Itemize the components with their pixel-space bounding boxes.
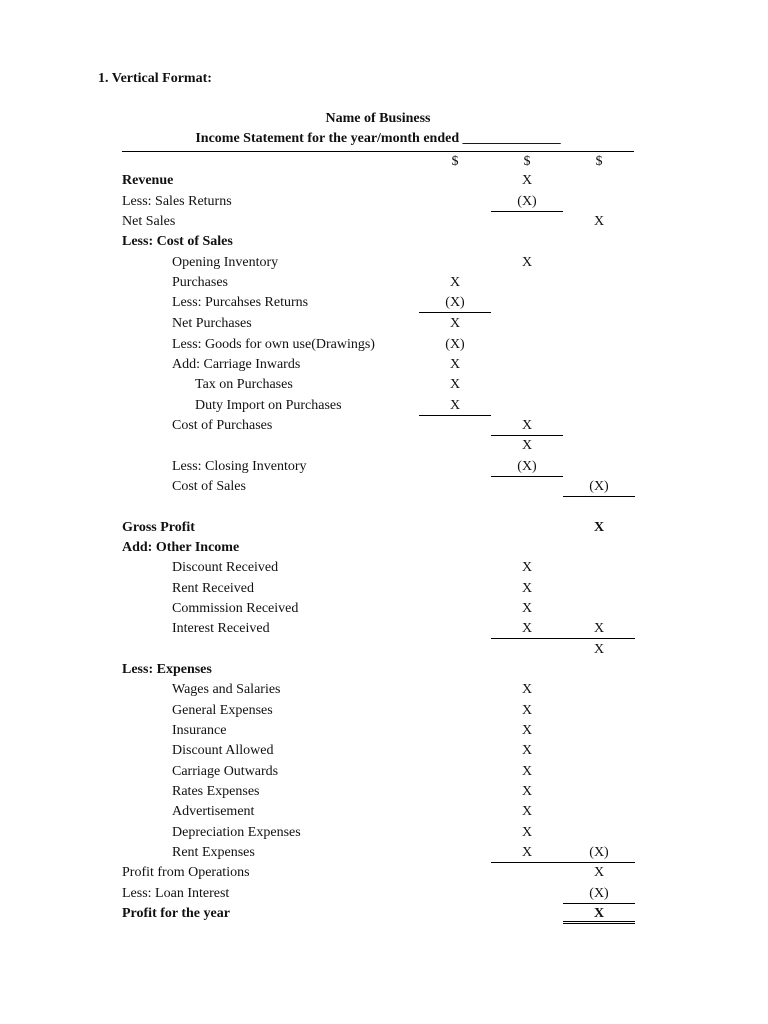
- row-label: Revenue: [122, 173, 174, 188]
- business-name: Name of Business: [325, 111, 431, 126]
- amount-col2: (X): [491, 457, 563, 477]
- row-profit-from-operations: [0, 863, 768, 883]
- row-label: Cost of Sales: [172, 479, 246, 494]
- row-commission-received: [0, 599, 768, 619]
- amount-col3: X: [563, 619, 635, 639]
- row-subtotal-goods: [0, 436, 768, 456]
- row-loan-interest: [0, 884, 768, 904]
- row-duty-import: [0, 396, 768, 416]
- row-gross-profit: [0, 518, 768, 538]
- amount-col2: X: [521, 723, 533, 738]
- row-cost-of-sales-heading: [0, 232, 768, 252]
- amount-col2: X: [521, 804, 533, 819]
- row-opening-inventory: [0, 253, 768, 273]
- row-label: Less: Sales Returns: [122, 194, 232, 209]
- row-insurance: [0, 721, 768, 741]
- amount-col2: X: [521, 743, 533, 758]
- row-wages-salaries: [0, 680, 768, 700]
- row-label: Net Purchases: [172, 316, 252, 331]
- row-label: Less: Goods for own use(Drawings): [172, 337, 375, 352]
- currency-header-row: [0, 152, 768, 172]
- row-discount-received: [0, 558, 768, 578]
- amount-col2: X: [521, 703, 533, 718]
- row-general-expenses: [0, 701, 768, 721]
- row-label: Net Sales: [122, 214, 176, 229]
- row-sales-returns: [0, 192, 768, 212]
- row-interest-received: [0, 619, 768, 639]
- row-label: Less: Purcahses Returns: [172, 295, 309, 310]
- row-profit-for-the-year: [0, 904, 768, 924]
- currency-col1: $: [451, 154, 459, 169]
- amount-col1: X: [449, 377, 461, 392]
- amount-col1: X: [449, 316, 461, 331]
- row-depreciation-expenses: [0, 823, 768, 843]
- amount-col2: X: [521, 784, 533, 799]
- amount-col3: X: [593, 642, 605, 657]
- row-label: Opening Inventory: [172, 255, 279, 270]
- row-other-income-heading: [0, 538, 768, 558]
- amount-col2: (X): [491, 192, 563, 212]
- row-purchases-returns: [0, 293, 768, 313]
- amount-col2: X: [521, 682, 533, 697]
- amount-col1: (X): [419, 293, 491, 313]
- row-label: Discount Allowed: [172, 743, 274, 758]
- amount-col2: X: [521, 255, 533, 270]
- amount-col1: X: [449, 275, 461, 290]
- row-label: Less: Closing Inventory: [172, 459, 307, 474]
- row-label: Less: Expenses: [122, 662, 212, 677]
- row-label: Depreciation Expenses: [172, 825, 301, 840]
- amount-col3: X: [593, 865, 605, 880]
- amount-col3: X: [593, 214, 605, 229]
- row-discount-allowed: [0, 741, 768, 761]
- row-income-total: [0, 640, 768, 660]
- row-label: Add: Carriage Inwards: [172, 357, 301, 372]
- amount-col1: (X): [445, 337, 465, 352]
- amount-col2: X: [491, 619, 563, 639]
- amount-col2: X: [521, 601, 533, 616]
- row-label: Carriage Outwards: [172, 764, 279, 779]
- row-label: Less: Cost of Sales: [122, 234, 233, 249]
- row-label: Rent Received: [172, 581, 255, 596]
- row-label: Commission Received: [172, 601, 299, 616]
- row-label: Duty Import on Purchases: [195, 398, 342, 413]
- row-label: Wages and Salaries: [172, 682, 281, 697]
- row-label: Gross Profit: [122, 520, 195, 535]
- amount-col1: X: [419, 396, 491, 416]
- row-label: Discount Received: [172, 560, 279, 575]
- amount-col1: X: [449, 357, 461, 372]
- amount-col2: X: [521, 764, 533, 779]
- row-label: Cost of Purchases: [172, 418, 273, 433]
- row-label: Interest Received: [172, 621, 270, 636]
- row-label: Advertisement: [172, 804, 255, 819]
- row-cost-of-purchases: [0, 416, 768, 436]
- row-purchases: [0, 273, 768, 293]
- row-label: Rent Expenses: [172, 845, 255, 860]
- row-rent-expenses: [0, 843, 768, 863]
- row-tax-on-purchases: [0, 375, 768, 395]
- row-goods-own-use: [0, 335, 768, 355]
- amount-col3: X: [563, 904, 635, 924]
- section-heading: 1. Vertical Format:: [98, 71, 212, 86]
- amount-col2: X: [521, 438, 533, 453]
- amount-col2: X: [521, 825, 533, 840]
- row-carriage-inwards: [0, 355, 768, 375]
- amount-col2: X: [491, 416, 563, 436]
- currency-col2: $: [523, 154, 531, 169]
- row-rent-received: [0, 579, 768, 599]
- row-closing-inventory: [0, 457, 768, 477]
- amount-col3: (X): [563, 477, 635, 497]
- currency-col3: $: [595, 154, 603, 169]
- row-label: Purchases: [172, 275, 228, 290]
- row-expenses-heading: [0, 660, 768, 680]
- amount-col2: X: [521, 560, 533, 575]
- row-advertisement: [0, 802, 768, 822]
- amount-col3: (X): [563, 843, 635, 863]
- row-label: Add: Other Income: [122, 540, 240, 555]
- amount-col3: (X): [563, 884, 635, 904]
- row-net-purchases: [0, 314, 768, 334]
- row-carriage-outwards: [0, 762, 768, 782]
- row-label: Rates Expenses: [172, 784, 260, 799]
- row-cost-of-sales: [0, 477, 768, 497]
- row-label: Tax on Purchases: [195, 377, 293, 392]
- row-label: Less: Loan Interest: [122, 886, 230, 901]
- row-rates-expenses: [0, 782, 768, 802]
- row-label: Profit for the year: [122, 906, 230, 921]
- amount-col2: X: [521, 581, 533, 596]
- amount-col2: X: [521, 173, 533, 188]
- statement-title: Income Statement for the year/month ended ______________: [195, 131, 561, 146]
- row-revenue: [0, 171, 768, 191]
- amount-col3: X: [593, 520, 605, 535]
- row-label: General Expenses: [172, 703, 273, 718]
- row-label: Insurance: [172, 723, 227, 738]
- amount-col2: X: [491, 843, 563, 863]
- row-net-sales: [0, 212, 768, 232]
- row-label: Profit from Operations: [122, 865, 250, 880]
